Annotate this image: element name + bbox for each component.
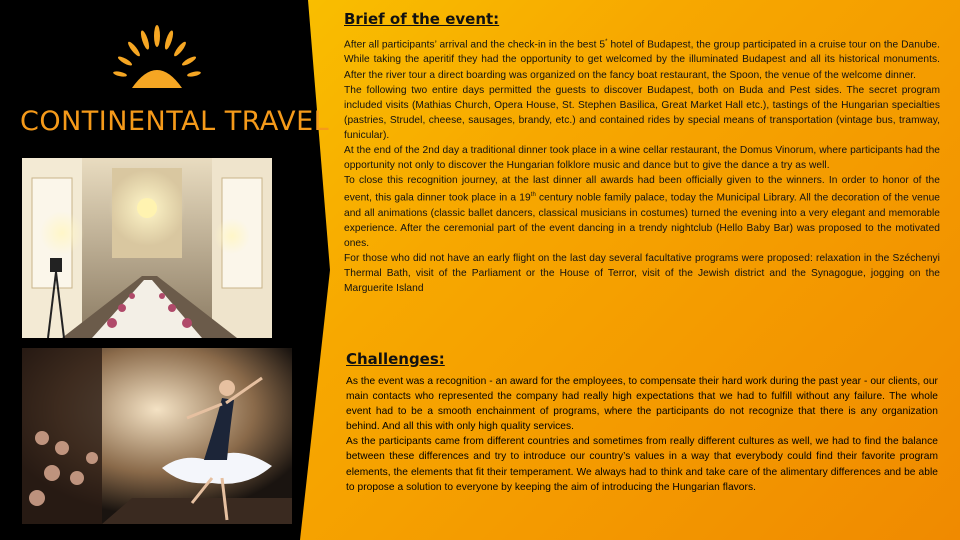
challenges-heading: Challenges: xyxy=(346,350,445,368)
brief-paragraph-2: The following two entire days permitted the guests to discover Budapest, both on Buda and Pest sides. The secret program included visits (Mathias Church, Opera House, St. Stephen Basilica, Great Market Hall etc.), tastings of the Hungarian specialties (pastries, Strudel, cheese, sausages, brandy, etc.) and contained rides by special means of transportation (vintage bus, tramway, funicular). xyxy=(344,84,940,141)
brief-paragraph-4: To close this recognition journey, at the last dinner all awards had been officially given to the winners. In order to honor of the event, this gala dinner took place in a 19th century noble family palace, today the Municipal Library. All the decoration of the venue and all animations (classic ballet dancers, classical musicians in costumes) turned the evening into a very elegant and memorable experience. After the ceremonial part of the event dancing in a trendy nightclub (Hello Baby Bar) was proposed to the motivated ones. xyxy=(344,175,940,249)
challenges-paragraph-2: As the participants came from different countries and sometimes from really different cultures as well, we had to find the balance between these differences and try to introduce our country’s values in a way that everybody could find their favorite program elements, the elements that fit their temperament. We always had to think and take care of the alimentary differences and be able to propose a solution to everyone by keeping the aim of introducing the Hungarian flavors. xyxy=(346,436,938,493)
challenges-section xyxy=(346,374,938,495)
sun-logo-icon xyxy=(112,22,202,92)
brief-heading: Brief of the event: xyxy=(344,10,500,28)
palace-hall-photo xyxy=(22,158,272,338)
brief-paragraph-3: At the end of the 2nd day a traditional dinner took place in a wine cellar restaurant, the Domus Vinorum, where participants had the opportunity not only to discover the Hungarian folklore music and dance but to give the dance a try as well. xyxy=(344,145,940,172)
company-logo-text: CONTINENTAL TRAVEL xyxy=(20,106,330,137)
ballet-dancer-photo xyxy=(22,348,292,524)
brief-paragraph-5: For those who did not have an early flight on the last day several facultative programs were proposed: relaxation in the Széchenyi Thermal Bath, visit of the Parliament or the House of Terror, visit of the Jewish district and the Synagogue, jogging on the Marguerite Island xyxy=(344,253,940,295)
challenges-paragraph-1: As the event was a recognition - an award for the employees, to compensate their hard work during the past year - our clients, our main contacts who represented the company had really high expectations that we had to fulfill without any failure. The whole event had to be a smooth enchainment of programs, where the participants do not recognize that there is any organization behind. And all this with only high quality services. xyxy=(346,376,938,433)
brief-paragraph-1: After all participants’ arrival and the check-in in the best 5* hotel of Budapest, the group participated in a cruise tour on the Danube. While taking the aperitif they had the opportunity to get welcomed by the illuminated Budapest and all its historical monuments. After the river tour a direct boarding was organized on the fancy boat restaurant, the Spoon, the venue of the welcome dinner. xyxy=(344,39,941,81)
event-brief-section xyxy=(344,10,940,296)
